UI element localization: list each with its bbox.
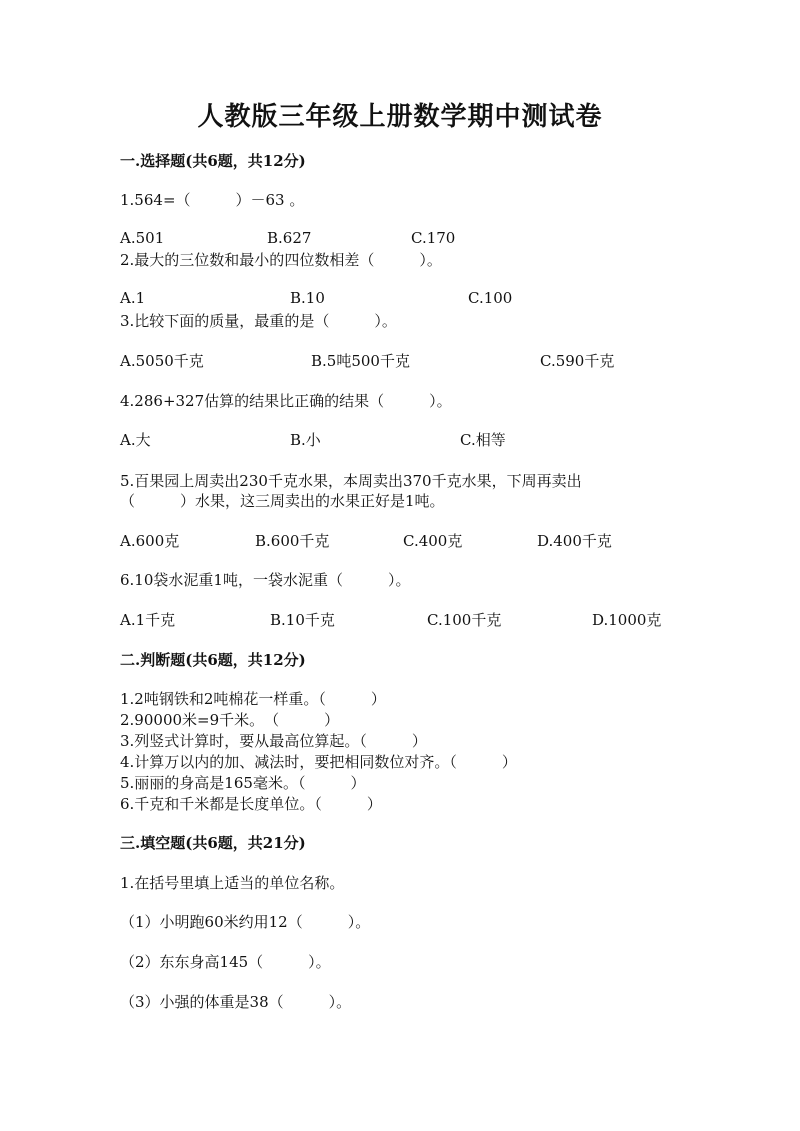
- fill-part: （2）东东身高145（ ）。: [120, 953, 331, 971]
- question-stem-line1: 5.百果园上周卖出230千克水果，本周卖出370千克水果，下周再卖出: [120, 472, 582, 490]
- judgement-item: 3.列竖式计算时，要从最高位算起。（ ）: [120, 732, 427, 750]
- option-a: A.5050千克: [120, 352, 204, 370]
- option-b: B.627: [267, 229, 312, 247]
- judgement-item: 5.丽丽的身高是165毫米。（ ）: [120, 774, 366, 792]
- option-a: A.1千克: [120, 611, 176, 629]
- judgement-item: 2.90000米=9千米。 （ ）: [120, 711, 340, 729]
- option-b: B.5吨500千克: [311, 352, 410, 370]
- option-a: A.大: [120, 431, 151, 449]
- option-d: D.1000克: [592, 611, 662, 629]
- section-heading-fill: 三.填空题(共6题，共21分): [120, 834, 306, 852]
- option-c: C.相等: [460, 431, 506, 449]
- judgement-item: 6.千克和千米都是长度单位。（ ）: [120, 795, 382, 813]
- page-title: 人教版三年级上册数学期中测试卷: [197, 102, 603, 132]
- option-c: C.170: [411, 229, 456, 247]
- section-heading-judgement: 二.判断题(共6题，共12分): [120, 651, 306, 669]
- option-c: C.100千克: [427, 611, 502, 629]
- question-stem: 1.564=（ ）－63 。: [120, 191, 305, 209]
- option-c: C.400克: [403, 532, 463, 550]
- question-stem: 4.286+327估算的结果比正确的结果（ ）。: [120, 392, 452, 410]
- question-stem-line2: （ ）水果，这三周卖出的水果正好是1吨。: [120, 492, 445, 510]
- option-b: B.小: [290, 431, 321, 449]
- option-a: A.1: [120, 289, 146, 307]
- option-b: B.10千克: [270, 611, 335, 629]
- option-d: D.400千克: [537, 532, 612, 550]
- question-stem: 2.最大的三位数和最小的四位数相差（ ）。: [120, 251, 442, 269]
- option-a: A.501: [120, 229, 165, 247]
- option-a: A.600克: [120, 532, 180, 550]
- judgement-item: 4.计算万以内的加、减法时，要把相同数位对齐。（ ）: [120, 753, 517, 771]
- section-heading-choice: 一.选择题(共6题，共12分): [120, 152, 306, 170]
- fill-part: （1）小明跑60米约用12（ ）。: [120, 913, 371, 931]
- option-c: C.100: [468, 289, 513, 307]
- option-b: B.10: [290, 289, 325, 307]
- question-stem: 3.比较下面的质量，最重的是（ ）。: [120, 312, 397, 330]
- judgement-item: 1.2吨钢铁和2吨棉花一样重。（ ）: [120, 690, 386, 708]
- option-c: C.590千克: [540, 352, 615, 370]
- question-stem: 6.10袋水泥重1吨，一袋水泥重（ ）。: [120, 571, 411, 589]
- option-b: B.600千克: [255, 532, 330, 550]
- question-stem: 1.在括号里填上适当的单位名称。: [120, 874, 345, 892]
- fill-part: （3）小强的体重是38（ ）。: [120, 993, 352, 1011]
